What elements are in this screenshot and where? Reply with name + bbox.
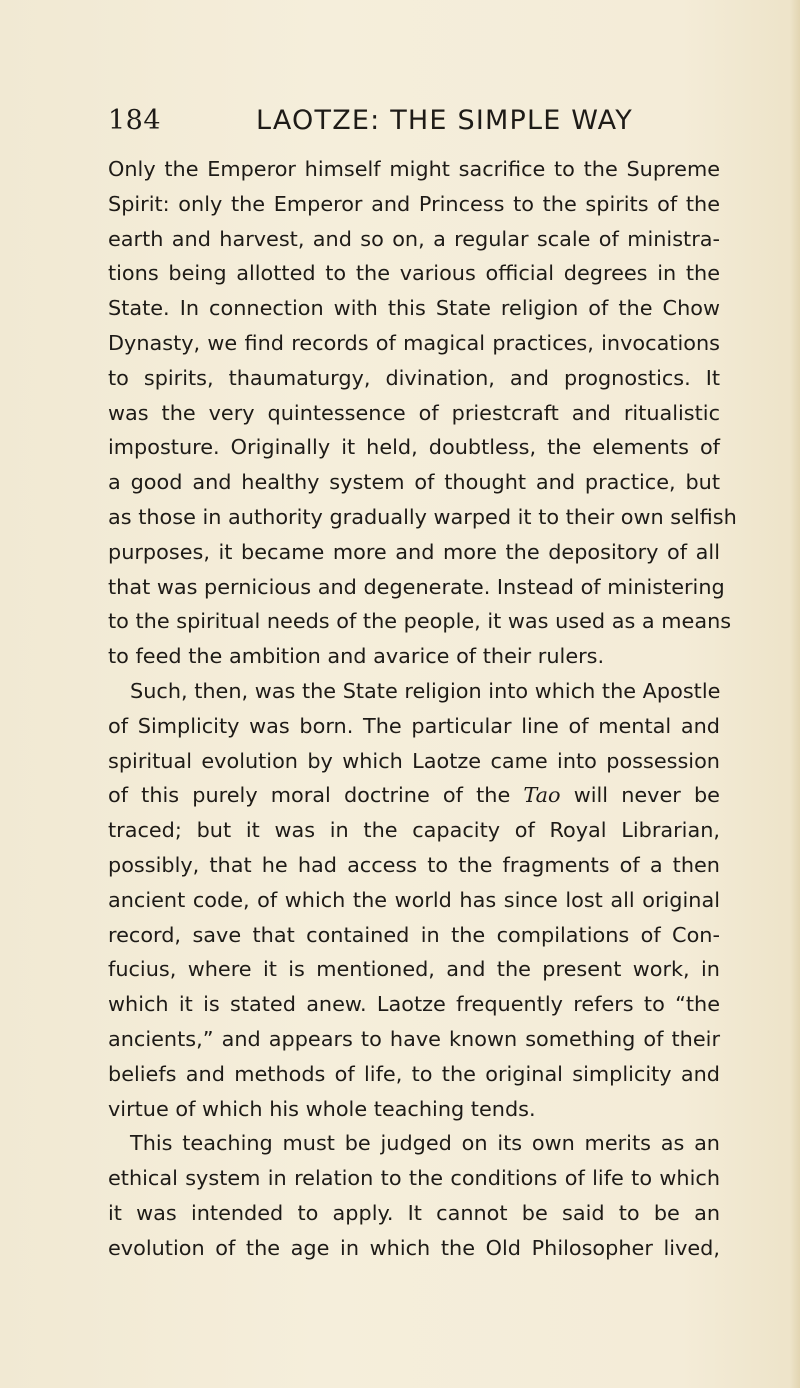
text-line: Dynasty, we find records of magical practices, invocations [108,330,720,355]
text-line: ancient code, of which the world has since lost all original [108,887,720,912]
text-line: fucius, where it is mentioned, and the present work, in [108,957,720,982]
text-line: record, save that contained in the compilations of Con- [108,922,720,947]
text-line: imposture. Originally it held, doubtless, the elements of [108,435,720,460]
text-line: evolution of the age in which the Old Philosopher lived, [108,1235,720,1260]
text-line: purposes, it became more and more the depository of all [108,539,720,564]
text-line: a good and healthy system of thought and practice, but [108,470,720,495]
text-line: ancients,” and appears to have known something of their [108,1026,720,1051]
text-line: beliefs and methods of life, to the original simplicity and [108,1061,720,1086]
text-line: Such, then, was the State religion into which the Apostle [130,678,721,703]
page-header [108,96,708,146]
running-title: LAOTZE: THE SIMPLE WAY [256,105,633,136]
text-line: which it is stated anew. Laotze frequently refers to “the [108,992,720,1017]
text-line: possibly, that he had access to the fragments of a then [108,852,720,877]
text-line: ethical system in relation to the conditions of life to which [108,1166,720,1191]
text-line: as those in authority gradually warped it to their own selfish [108,504,737,529]
text-line: of Simplicity was born. The particular line of mental and [108,713,720,738]
text-line: was the very quintessence of priestcraft and ritualistic [108,400,720,425]
text-line: virtue of which his whole teaching tends. [108,1096,536,1121]
text-line: spiritual evolution by which Laotze came into possession [108,748,720,773]
text-line: This teaching must be judged on its own merits as an [130,1131,720,1156]
text-line: traced; but it was in the capacity of Royal Librarian, [108,818,720,843]
text-line: tions being allotted to the various official degrees in the [108,261,720,286]
text-segment: of this purely moral doctrine of the [108,783,511,808]
text-segment: will never be [573,783,720,808]
text-line: that was pernicious and degenerate. Instead of ministering [108,574,725,599]
text-line: to the spiritual needs of the people, it was used as a means [108,609,732,634]
italic-term-tao: Tao [523,783,561,808]
text-line: Only the Emperor himself might sacrifice to the Supreme [108,157,720,181]
body-text [108,152,737,1266]
text-line: State. In connection with this State religion of the Chow [108,296,720,321]
text-line-with-italic [108,778,720,813]
text-line: Spirit: only the Emperor and Princess to the spirits of the [108,191,720,216]
text-line: to spirits, thaumaturgy, divination, and prognostics. It [108,365,720,390]
page-edge-shadow [790,0,800,1388]
text-line: it was intended to apply. It cannot be said to be an [108,1200,720,1225]
page-number: 184 [108,105,162,136]
text-line: earth and harvest, and so on, a regular scale of ministra- [108,226,720,251]
text-line: to feed the ambition and avarice of their rulers. [108,644,605,669]
